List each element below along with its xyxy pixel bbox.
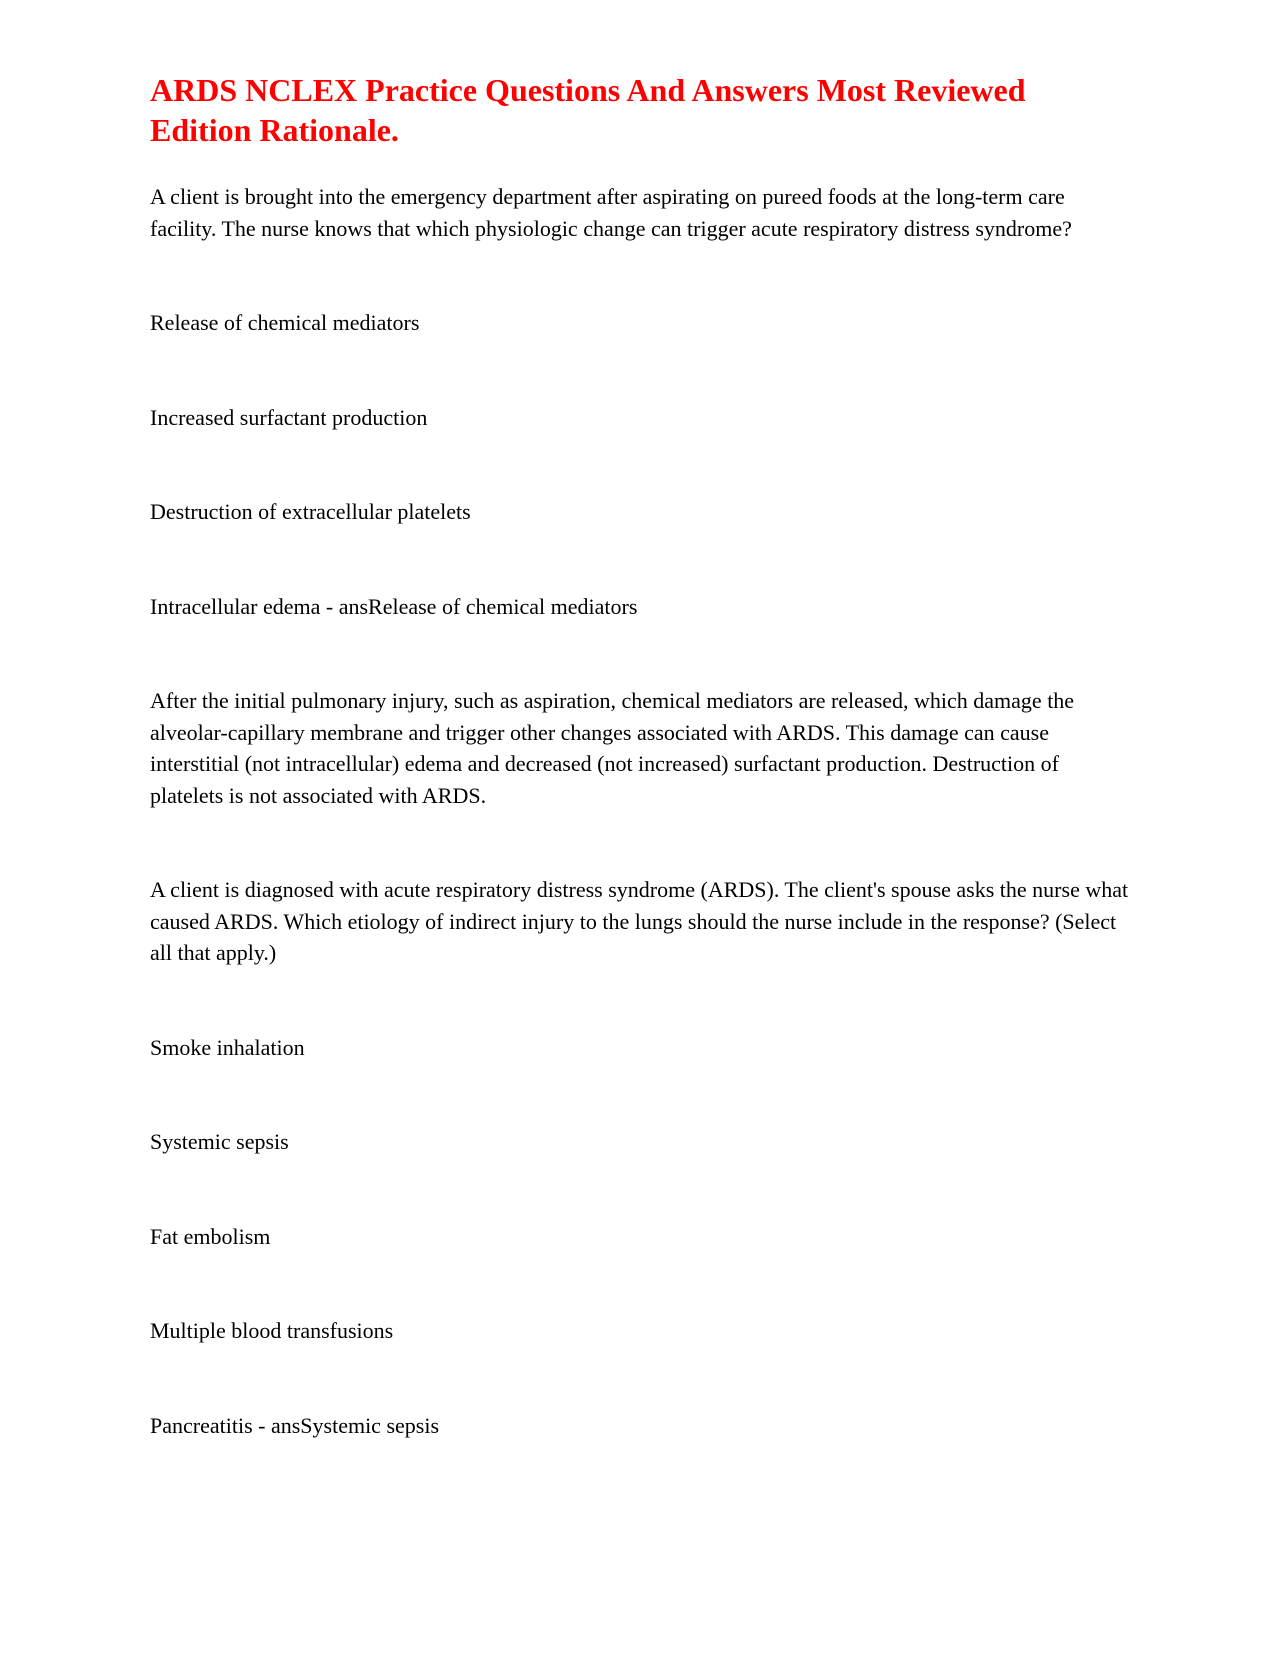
question-2-option-1: Smoke inhalation (150, 1034, 305, 1060)
question-2-option-5-answer: Pancreatitis - ansSystemic sepsis (150, 1412, 440, 1438)
question-2-stem: A client is diagnosed with acute respiratory distress syndrome (ARDS). The client's spouse asks the nurse what caused ARDS. Which etiology of indirect injury to the lungs should the nurse include in the response? (Select all that apply.) (150, 877, 1129, 965)
question-1-option-4-answer: Intracellular edema - ansRelease of chemical mediators (150, 593, 638, 619)
spacer (150, 1347, 1130, 1410)
spacer (150, 811, 1130, 874)
question-1-stem: A client is brought into the emergency department after aspirating on pureed foods at the long-term care facility. The nurse knows that which physiologic change can trigger acute respiratory distress syndrome? (150, 184, 1072, 241)
spacer (150, 1252, 1130, 1315)
question-1-rationale: After the initial pulmonary injury, such as aspiration, chemical mediators are released, which damage the alveolar-capillary membrane and trigger other changes associated with ARDS. This damage can cause interstitial (not intracellular) edema and decreased (not increased) surfactant production. Destruction of platelets is not associated with ARDS. (150, 688, 1075, 808)
question-2-option-2: Systemic sepsis (150, 1129, 289, 1154)
document-page (150, 70, 1130, 1441)
spacer (150, 244, 1130, 307)
spacer (150, 1158, 1130, 1221)
spacer (150, 622, 1130, 685)
spacer (150, 433, 1130, 496)
spacer (150, 528, 1130, 591)
spacer (150, 339, 1130, 402)
question-1-option-1: Release of chemical mediators (150, 310, 420, 335)
question-2-option-3: Fat embolism (150, 1223, 271, 1249)
question-2-option-4: Multiple blood transfusions (150, 1318, 394, 1343)
document-title: ARDS NCLEX Practice Questions And Answers Most Reviewed Edition Rationale. (150, 72, 1026, 148)
question-1-option-3: Destruction of extracellular platelets (150, 499, 471, 524)
spacer (150, 1063, 1130, 1126)
question-1-option-2: Increased surfactant production (150, 404, 428, 430)
spacer (150, 969, 1130, 1032)
